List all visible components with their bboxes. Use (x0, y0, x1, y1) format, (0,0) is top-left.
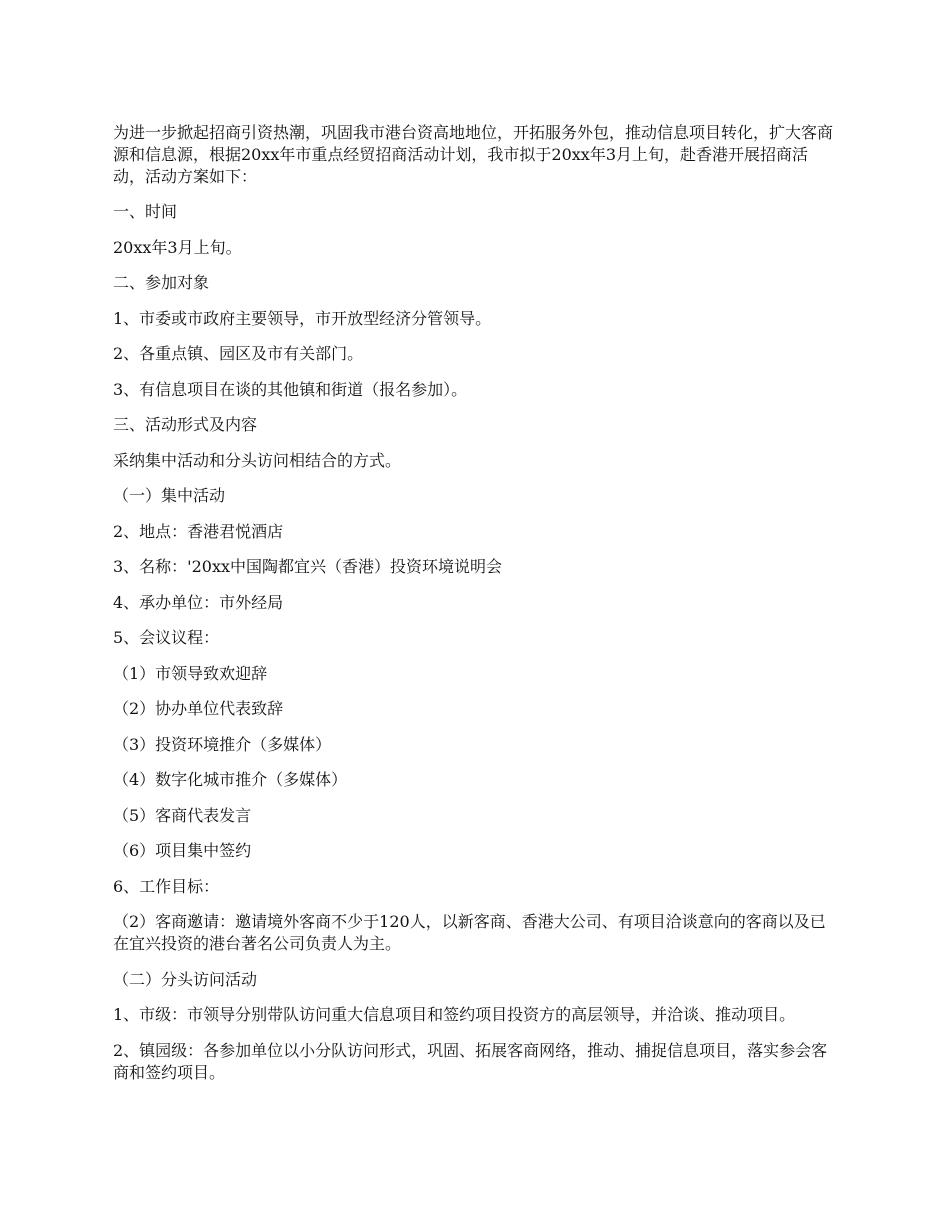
subsection-heading-visits: （二）分头访问活动 (113, 969, 258, 989)
agenda-item-4: （4）数字化城市推介（多媒体） (113, 770, 348, 789)
goal-item-guests: （2）客商邀请：邀请境外客商不少于120人，以新客商、香港大公司、有项目洽谈意向的客商以及已在宜兴投资的港台著名公司负责人为主。 (113, 912, 826, 953)
participant-item-1: 1、市委或市政府主要领导，市开放型经济分管领导。 (113, 308, 492, 328)
subsection-heading-central: （一）集中活动 (113, 486, 226, 505)
section-heading-time: 一、时间 (113, 202, 178, 221)
agenda-item-2: （2）协办单位代表致辞 (113, 699, 284, 718)
central-item-goals: 6、工作目标： (113, 876, 220, 896)
central-item-agenda: 5、会议议程： (113, 628, 220, 647)
document-page (113, 122, 837, 1097)
section-heading-format: 三、活动形式及内容 (113, 415, 258, 434)
central-item-organizer: 4、承办单位：市外经局 (113, 592, 284, 612)
central-item-name: 3、名称：'20xx中国陶都宜兴（香港）投资环境说明会 (113, 557, 502, 576)
agenda-item-1: （1）市领导致欢迎辞 (113, 663, 268, 683)
agenda-item-6: （6）项目集中签约 (113, 841, 252, 860)
visit-item-town-level: 2、镇园级：各参加单位以小分队访问形式，巩固、拓展客商网络，推动、捕捉信息项目，落实参会客商和签约项目。 (113, 1040, 828, 1082)
agenda-item-5: （5）客商代表发言 (113, 805, 252, 825)
visit-item-city-level: 1、市级：市领导分别带队访问重大信息项目和签约项目投资方的高层领导，并洽谈、推动项目。 (113, 1005, 796, 1024)
participant-item-3: 3、有信息项目在谈的其他镇和街道（报名参加）。 (113, 379, 468, 399)
format-text: 采纳集中活动和分头访问相结合的方式。 (113, 450, 402, 470)
section-heading-participants: 二、参加对象 (113, 273, 210, 292)
time-text: 20xx年3月上旬。 (113, 237, 242, 257)
agenda-item-3: （3）投资环境推介（多媒体） (113, 734, 332, 754)
participant-item-2: 2、各重点镇、园区及市有关部门。 (113, 344, 364, 363)
intro-paragraph: 为进一步掀起招商引资热潮，巩固我市港台资高地地位，开拓服务外包，推动信息项目转化，扩大客商源和信息源，根据20xx年市重点经贸招商活动计划，我市拟于20xx年3月上旬，赴香港开展招商活动，活动方案如下： (113, 123, 834, 186)
central-item-location: 2、地点：香港君悦酒店 (113, 521, 284, 541)
